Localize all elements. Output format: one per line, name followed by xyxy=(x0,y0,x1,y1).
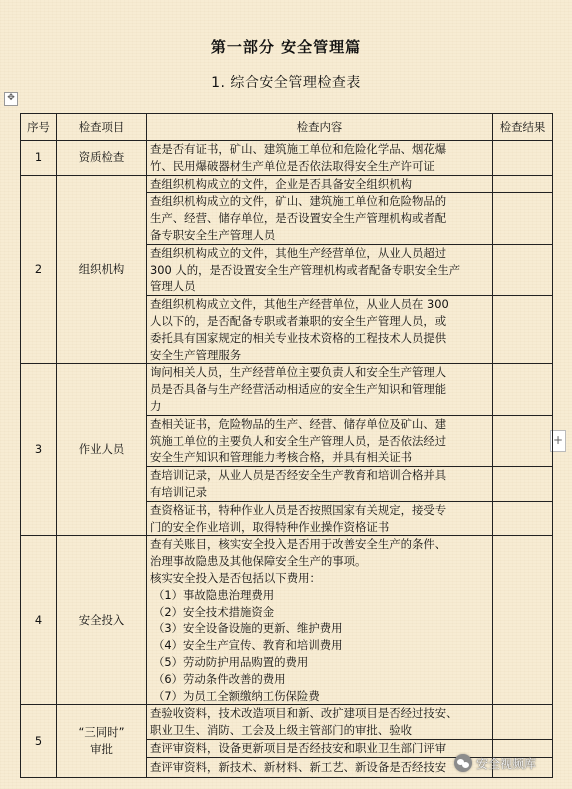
cell-content xyxy=(147,364,493,415)
cell-result[interactable] xyxy=(493,415,553,466)
cell-result[interactable] xyxy=(493,536,553,705)
content-line: 筑施工单位的主要负人和安全生产管理人员，是否依法经过 xyxy=(150,433,447,448)
content-line: 查相关证书，危险物品的生产、经营、储存单位及矿山、建 xyxy=(150,416,447,431)
cell-content xyxy=(147,175,493,193)
cell-result[interactable] xyxy=(493,705,553,740)
content-line: 查组织机构成立的文件，其他生产经营单位，从业人员超过 xyxy=(150,245,447,260)
cell-result[interactable] xyxy=(493,175,553,193)
wechat-icon xyxy=(454,754,472,772)
content-line: 查验收资料，技术改造项目和新、改扩建项目是否经过技安、 xyxy=(150,706,458,721)
table-row xyxy=(21,364,553,415)
header-content: 检查内容 xyxy=(147,114,493,141)
watermark xyxy=(454,753,536,773)
content-line: 查评审资料，新技术、新材料、新工艺、新设备是否经技安 xyxy=(150,759,447,774)
table-header-row xyxy=(21,114,553,141)
cell-item: 安全投入 xyxy=(57,536,147,705)
cell-content xyxy=(147,757,493,777)
content-line: 管理人员 xyxy=(150,279,196,294)
cell-item xyxy=(57,705,147,777)
page-title: 第一部分 安全管理篇 xyxy=(210,38,362,56)
content-line: 查组织机构成立的文件，企业是否具备安全组织机构 xyxy=(150,176,412,191)
table-row xyxy=(21,536,553,705)
table-move-handle-icon[interactable]: ✥ xyxy=(4,92,18,106)
cell-content xyxy=(147,536,493,705)
content-line: 治理事故隐患及其他保障安全生产的事项。 xyxy=(150,554,367,569)
cell-result[interactable] xyxy=(493,193,553,244)
cell-item: 组织机构 xyxy=(57,175,147,364)
cell-item-line: 审批 xyxy=(90,741,113,756)
cell-no: 3 xyxy=(21,364,57,536)
content-line: 竹、民用爆破器材生产单位是否依法取得安全生产许可证 xyxy=(150,158,435,173)
content-line: 员是否具备与生产经营活动相适应的安全生产知识和管理能 xyxy=(150,382,447,397)
cell-content xyxy=(147,501,493,536)
content-line: 人以下的，是否配备专职或者兼职的安全生产管理人员，或 xyxy=(150,313,447,328)
cell-content xyxy=(147,193,493,244)
table-row xyxy=(21,141,553,176)
content-line: 安全生产知识和管理能力考核合格，并具有相关证书 xyxy=(150,450,412,465)
cell-no: 1 xyxy=(21,141,57,176)
content-line: 查组织机构成立文件，其他生产经营单位，从业人员在 300 xyxy=(150,297,449,312)
header-result: 检查结果 xyxy=(493,114,553,141)
content-line: （4）安全生产宣传、教育和培训费用 xyxy=(153,638,343,653)
cell-no: 4 xyxy=(21,536,57,705)
content-line: 查评审资料，设备更新项目是否经技安和职业卫生部门评审 xyxy=(150,740,447,755)
cell-no: 2 xyxy=(21,175,57,364)
content-line: 生产、经营、储存单位，是否设置安全生产管理机构或者配 xyxy=(150,211,447,226)
content-line: 力 xyxy=(150,398,162,413)
content-line: 询问相关人员，生产经营单位主要负责人和安全生产管理人 xyxy=(150,365,447,380)
cell-item-line: “三同时” xyxy=(78,725,125,740)
content-line: 查培训记录，从业人员是否经安全生产教育和培训合格并具 xyxy=(150,468,447,483)
cell-result[interactable] xyxy=(493,467,553,502)
cell-no: 5 xyxy=(21,705,57,777)
content-line: 职业卫生、消防、工会及上级主管部门的审批、验收 xyxy=(150,723,412,738)
content-line: 查是否有证书，矿山、建筑施工单位和危险化学品、烟花爆 xyxy=(150,142,447,156)
header-no: 序号 xyxy=(21,114,57,141)
content-line: （1）事故隐患治理费用 xyxy=(153,587,275,602)
content-line: 300 人的，是否设置安全生产管理机构或者配备专职安全生产 xyxy=(150,262,461,277)
cell-content xyxy=(147,467,493,502)
table-row xyxy=(21,175,553,193)
content-line: 委托具有国家规定的相关专业技术资格的工程技术人员提供 xyxy=(150,330,447,345)
content-line: 有培训记录 xyxy=(150,484,207,499)
content-line: 备专职安全生产管理人员 xyxy=(150,227,276,242)
cell-result[interactable] xyxy=(493,296,553,364)
content-line: 安全生产管理服务 xyxy=(150,347,242,362)
content-line: （7）为员工全额缴纳工伤保险费 xyxy=(153,688,320,703)
content-line: 查组织机构成立的文件，矿山、建筑施工单位和危险物品的 xyxy=(150,194,447,209)
cell-content xyxy=(147,244,493,295)
cell-result[interactable] xyxy=(493,364,553,415)
cell-content xyxy=(147,141,493,176)
cell-content xyxy=(147,296,493,364)
content-line: （6）劳动条件改善的费用 xyxy=(153,671,286,686)
header-item: 检查项目 xyxy=(57,114,147,141)
table-title: 1. 综合安全管理检查表 xyxy=(211,75,361,91)
cell-item: 资质检查 xyxy=(57,141,147,176)
content-line: 查资格证书，特种作业人员是否按照国家有关规定，接受专 xyxy=(150,502,447,517)
add-column-icon[interactable]: + xyxy=(550,430,566,452)
content-line: （3）安全设备设施的更新、维护费用 xyxy=(153,621,343,636)
cell-content xyxy=(147,739,493,757)
content-line: （5）劳动防护用品购置的费用 xyxy=(153,654,309,669)
cell-item: 作业人员 xyxy=(57,364,147,536)
content-line: 核实安全投入是否包括以下费用： xyxy=(150,570,321,585)
cell-content xyxy=(147,415,493,466)
cell-result[interactable] xyxy=(493,141,553,176)
content-line: 门的安全作业培训，取得特种作业操作资格证书 xyxy=(150,519,390,534)
inspection-table xyxy=(20,113,553,778)
content-line: （2）安全技术措施资金 xyxy=(153,604,275,619)
cell-content xyxy=(147,705,493,740)
content-line: 查有关账目，核实安全投入是否用于改善安全生产的条件、 xyxy=(150,537,447,552)
cell-result[interactable] xyxy=(493,501,553,536)
watermark-text: 安全视频库 xyxy=(476,756,537,771)
table-row xyxy=(21,705,553,740)
cell-result[interactable] xyxy=(493,244,553,295)
